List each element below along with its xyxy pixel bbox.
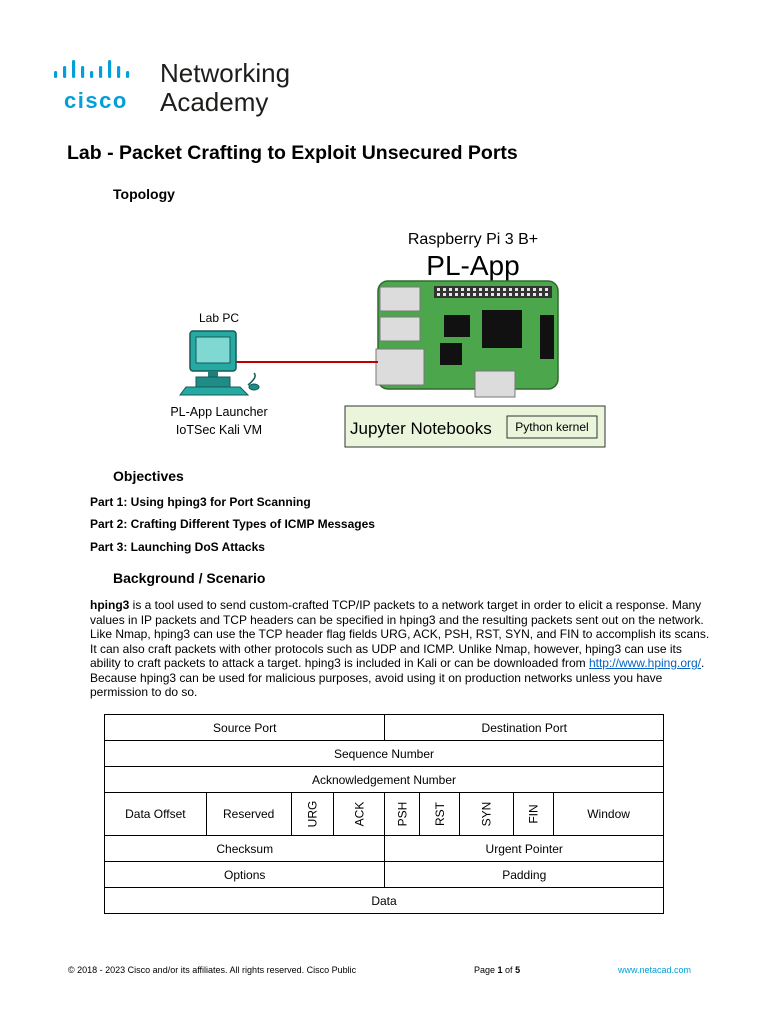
page-total: 5	[515, 965, 521, 975]
flag-syn-label: SYN	[479, 801, 494, 827]
lab-pc-label: Lab PC	[198, 311, 240, 325]
logo-networking: Networking	[160, 58, 291, 88]
reserved-cell: Reserved	[206, 793, 291, 836]
topology-heading: Topology	[113, 186, 175, 202]
flag-syn-cell	[460, 793, 514, 836]
padding-cell: Padding	[385, 862, 664, 888]
jupyter-label: Jupyter Notebooks	[350, 419, 492, 438]
cisco-wordmark: cisco	[64, 88, 128, 113]
objective-item-3: Part 3: Launching DoS Attacks	[90, 540, 265, 554]
flag-psh-label: PSH	[395, 801, 410, 827]
acknowledgement-number-cell: Acknowledgement Number	[105, 767, 664, 793]
footer-copyright: © 2018 - 2023 Cisco and/or its affiliates. All rights reserved. Cisco Public	[68, 965, 357, 975]
device-name-label: PL-App	[426, 250, 520, 281]
footer-url-link[interactable]: www.netacad.com	[618, 965, 692, 975]
flag-psh-cell	[385, 793, 420, 836]
objective-item-1: Part 1: Using hping3 for Port Scanning	[90, 495, 311, 509]
cisco-networking-academy-logo	[52, 58, 312, 118]
raspberry-pi-icon	[376, 281, 558, 397]
tcp-header-table	[104, 714, 664, 914]
footer-page-number	[474, 965, 520, 975]
flag-fin-cell	[514, 793, 554, 836]
flag-ack-cell	[333, 793, 385, 836]
window-cell: Window	[554, 793, 664, 836]
logo-academy: Academy	[160, 87, 269, 117]
flag-ack-label: ACK	[352, 801, 367, 827]
destination-port-cell: Destination Port	[385, 715, 664, 741]
sequence-number-cell: Sequence Number	[105, 741, 664, 767]
tool-name: hping3	[90, 598, 130, 612]
background-heading: Background / Scenario	[113, 570, 266, 586]
objectives-heading: Objectives	[113, 468, 184, 484]
python-kernel-label: Python kernel	[515, 420, 589, 434]
pc-caption-vm: IoTSec Kali VM	[175, 423, 263, 437]
background-paragraph	[90, 598, 710, 700]
page-of: of	[502, 965, 516, 975]
flag-rst-cell	[420, 793, 460, 836]
flag-urg-cell	[291, 793, 333, 836]
page-current: 1	[497, 965, 503, 975]
cisco-bars-icon	[54, 60, 129, 78]
flag-fin-label: FIN	[526, 804, 541, 824]
page-title: Lab - Packet Crafting to Exploit Unsecured Ports	[67, 142, 518, 164]
pc-caption-launcher: PL-App Launcher	[170, 405, 268, 419]
page-prefix: Page	[474, 965, 498, 975]
topology-diagram	[150, 215, 620, 455]
checksum-cell: Checksum	[105, 836, 385, 862]
options-cell: Options	[105, 862, 385, 888]
source-port-cell: Source Port	[105, 715, 385, 741]
background-text-2: . Because hping3 can be used for malicious purposes, avoid using it on production networks unless you have permission to do so.	[90, 656, 705, 699]
data-cell: Data	[105, 888, 664, 914]
device-model-label: Raspberry Pi 3 B+	[407, 231, 539, 248]
objective-item-2: Part 2: Crafting Different Types of ICMP Messages	[90, 517, 375, 531]
urgent-pointer-cell: Urgent Pointer	[385, 836, 664, 862]
flag-urg-label: URG	[305, 800, 320, 828]
flag-rst-label: RST	[432, 802, 447, 826]
background-text-1: is a tool used to send custom-crafted TCP/IP packets to a network target in order to elicit a response. Many values in IP packets and TCP headers can be specified in hping3 and the resulting packets sent out on the network. Like Nmap, hping3 can use the TCP header flag fields URG, ACK, PSH, RST, SYN, and FIN to accomplish its scans. It can also craft packets with other protocols such as UDP and ICMP. Unlike Nmap, however, hping3 can use its ability to craft packets to attack a target. hping3 is included in Kali or can be downloaded from	[90, 598, 710, 670]
hping-link[interactable]: http://www.hping.org/	[588, 656, 702, 670]
data-offset-cell: Data Offset	[105, 793, 207, 836]
